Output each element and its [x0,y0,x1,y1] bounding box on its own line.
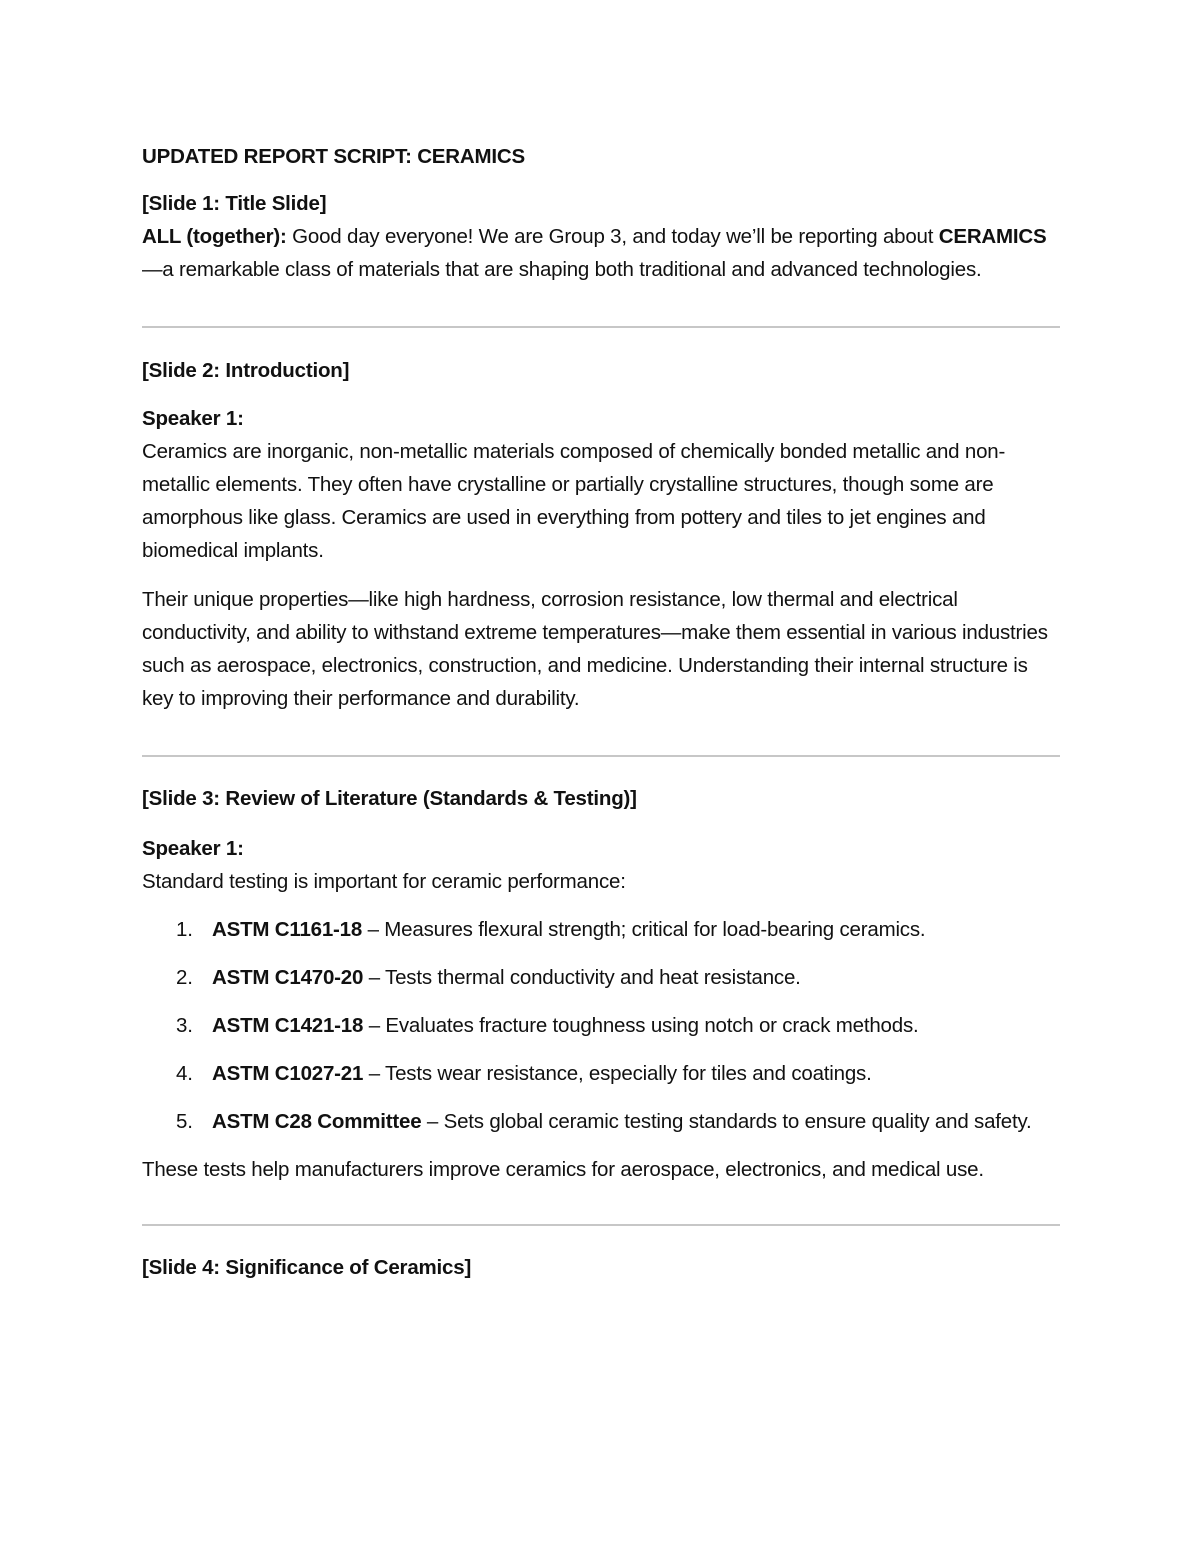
standard-description: – Measures flexural strength; critical for load-bearing ceramics. [362,918,926,941]
standard-code: ASTM C1470-20 [212,966,364,989]
list-item [142,1057,1060,1090]
document-body [142,140,1060,1284]
slide-2-speaker: Speaker 1: [142,407,244,430]
list-item [142,1009,1060,1042]
list-item [142,1105,1060,1138]
list-item [142,961,1060,994]
slide-1-text-a: Good day everyone! We are Group 3, and today we’ll be reporting about [286,225,939,248]
standard-description: – Tests wear resistance, especially for tiles and coatings. [363,1062,872,1085]
list-item-number: 4. [176,1062,193,1085]
standard-code: ASTM C1161-18 [212,918,363,941]
slide-1-heading: [Slide 1: Title Slide] [142,192,327,215]
standard-code: ASTM C1421-18 [212,1014,364,1037]
standard-code: ASTM C28 Committee [212,1110,422,1133]
list-item [142,913,1060,946]
slide-3-heading: [Slide 3: Review of Literature (Standards & Testing)] [142,787,637,810]
list-item-number: 1. [176,918,193,941]
slide-1-speaker: ALL (together): [142,225,287,248]
slide-2-paragraph-2: Their unique properties—like high hardness, corrosion resistance, low thermal and electrical conductivity, and ability to withstand extreme temperatures—make them essential in various industries such as aerospace, electronics, construction, and medicine. Understanding their internal structure is key to improving their performance and durability. [142,588,1048,710]
standard-description: – Evaluates fracture toughness using notch or crack methods. [363,1014,919,1037]
slide-3-conclusion: These tests help manufacturers improve ceramics for aerospace, electronics, and medical use. [142,1158,984,1181]
slide-1-text-b: —a remarkable class of materials that are shaping both traditional and advanced technologies. [142,258,982,281]
standard-description: – Sets global ceramic testing standards to ensure quality and safety. [421,1110,1032,1133]
standard-description: – Tests thermal conductivity and heat resistance. [363,966,801,989]
slide-3-intro: Standard testing is important for ceramic performance: [142,870,626,893]
standards-list [142,913,1060,1138]
slide-2-heading: [Slide 2: Introduction] [142,359,350,382]
slide-3-speaker: Speaker 1: [142,837,244,860]
slide-1-bold-term: CERAMICS [938,225,1047,248]
list-item-number: 2. [176,966,193,989]
list-item-number: 3. [176,1014,193,1037]
slide-4-heading: [Slide 4: Significance of Ceramics] [142,1256,472,1279]
list-item-number: 5. [176,1110,193,1133]
slide-1-text [142,220,1060,286]
slide-2-paragraph-1: Ceramics are inorganic, non-metallic materials composed of chemically bonded metallic and non-metallic elements. They often have crystalline or partially crystalline structures, though some are amorphous like glass. Ceramics are used in everything from pottery and tiles to jet engines and biomedical implants. [142,440,1006,562]
document-title: UPDATED REPORT SCRIPT: CERAMICS [142,145,525,168]
standard-code: ASTM C1027-21 [212,1062,364,1085]
